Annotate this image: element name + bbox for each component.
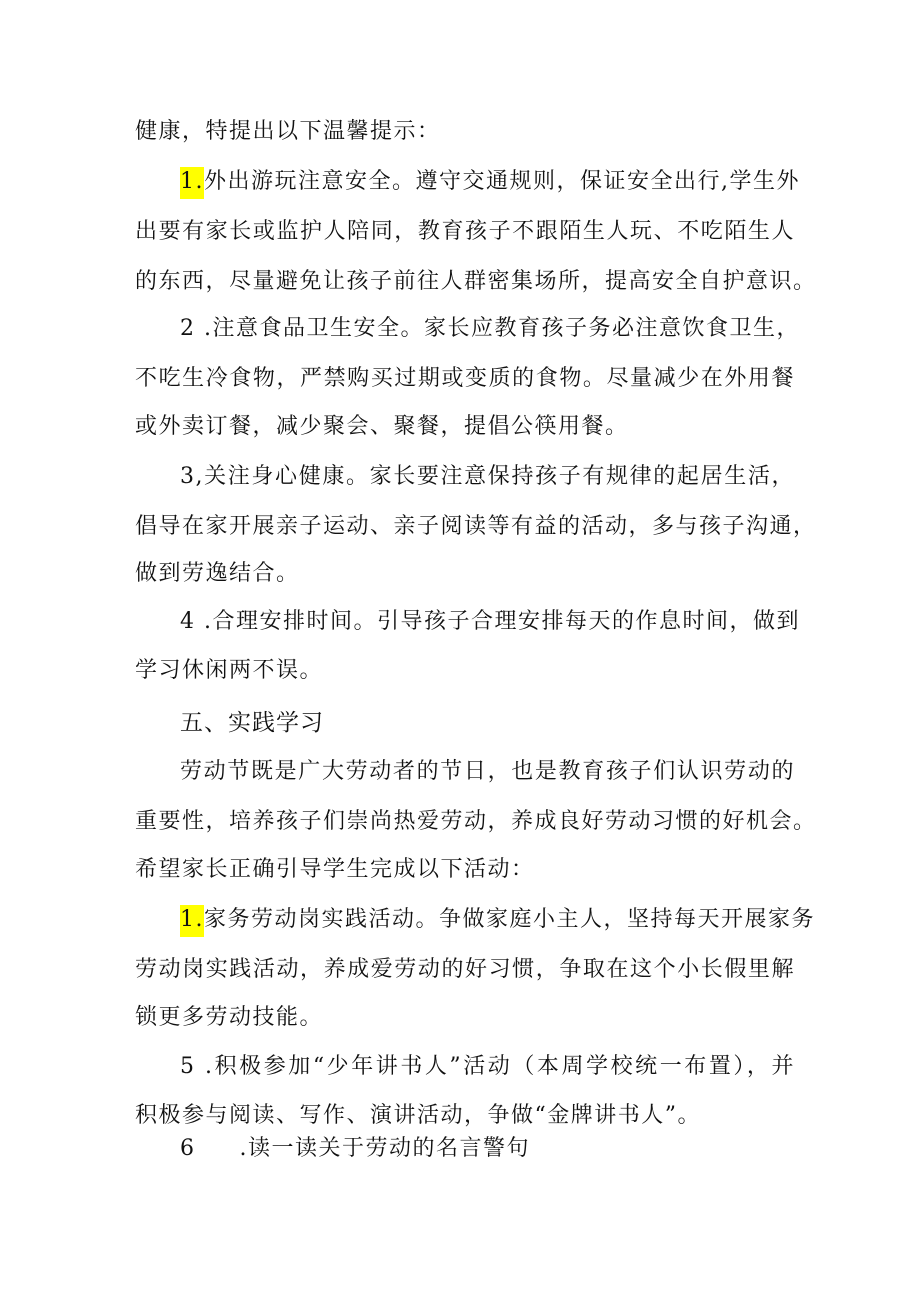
- activity-1-first-line: [180, 905, 816, 937]
- activity-5-first-line: 5 .积极参加“少年讲书人”活动（本周学校统一布置），并: [180, 1054, 795, 1079]
- list-item-3-first-line: 3,关注身心健康。家长要注意保持孩子有规律的起居生活，: [180, 464, 795, 489]
- paragraph-line: 不吃生冷食物，严禁购买过期或变质的食物。尽量减少在外用餐: [135, 366, 795, 391]
- list-item-1-first-line: [180, 167, 800, 199]
- paragraph-line: 或外卖订餐，减少聚会、聚餐，提倡公筷用餐。: [135, 414, 629, 439]
- paragraph-line: 健康，特提出以下温馨提示：: [135, 119, 441, 144]
- section-heading: 五、实践学习: [180, 710, 324, 736]
- paragraph-line: 做到劳逸结合。: [135, 561, 300, 586]
- paragraph-line: 重要性，培养孩子们崇尚热爱劳动，养成良好劳动习惯的好机会。: [135, 809, 817, 834]
- activity-text: .读一读关于劳动的名言警句: [239, 1136, 530, 1161]
- activity-number: 6: [180, 1136, 196, 1161]
- paragraph-line: 积极参与阅读、写作、演讲活动，争做“金牌讲书人”。: [135, 1103, 701, 1128]
- list-item-4-first-line: 4 .合理安排时间。引导孩子合理安排每天的作息时间，做到: [180, 609, 800, 634]
- paragraph-line: 希望家长正确引导学生完成以下活动：: [135, 857, 535, 882]
- highlighted-number: 1.: [180, 905, 204, 937]
- list-item-text: 家务劳动岗实践活动。争做家庭小主人，坚持每天开展家务: [204, 907, 816, 932]
- paragraph-line: 出要有家长或监护人陪同，教育孩子不跟陌生人玩、不吃陌生人: [135, 219, 795, 244]
- list-item-text: 外出游玩注意安全。遵守交通规则，保证安全出行,学生外: [204, 169, 800, 194]
- paragraph-line: 劳动岗实践活动，养成爱劳动的好习惯，争取在这个小长假里解: [135, 957, 795, 982]
- highlighted-number: 1.: [180, 167, 204, 199]
- list-item-2-first-line: 2 .注意食品卫生安全。家长应教育孩子务必注意饮食卫生，: [180, 316, 800, 341]
- paragraph-line: 学习休闲两不误。: [135, 658, 324, 683]
- paragraph-line: 的东西，尽量避免让孩子前往人群密集场所，提高安全自护意识。: [135, 269, 817, 294]
- paragraph-line: 锁更多劳动技能。: [135, 1005, 324, 1030]
- paragraph-first-line: 劳动节既是广大劳动者的节日，也是教育孩子们认识劳动的: [180, 759, 795, 784]
- paragraph-line: 倡导在家开展亲子运动、亲子阅读等有益的活动，多与孩子沟通，: [135, 514, 817, 539]
- activity-6-line: [180, 1134, 795, 1164]
